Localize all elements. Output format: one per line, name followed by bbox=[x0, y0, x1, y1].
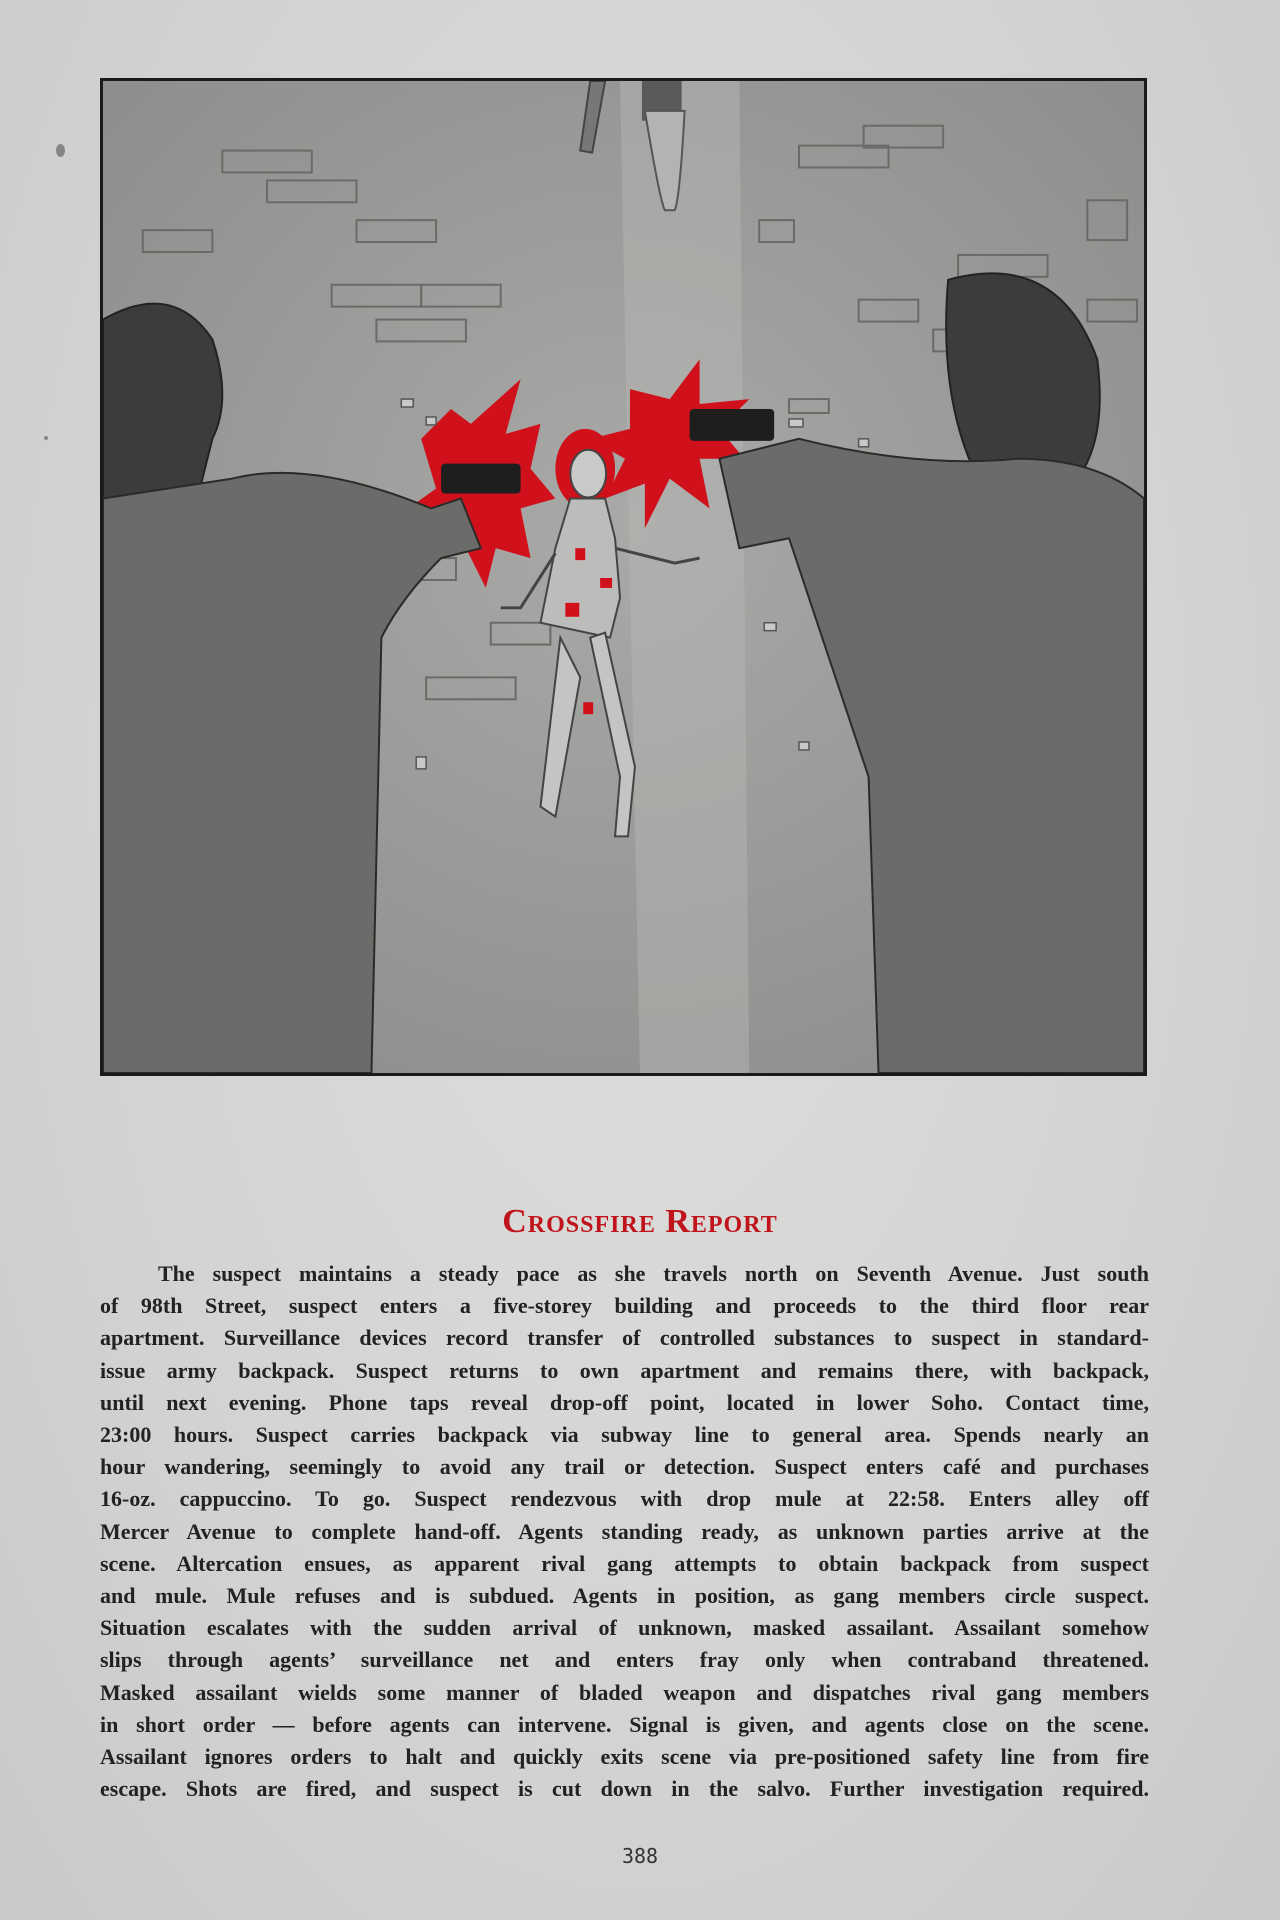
report-line: of 98th Street, suspect enters a five-storey building and proceeds to the third floor rear bbox=[100, 1293, 1149, 1319]
report-line: Masked assailant wields some manner of bladed weapon and dispatches rival gang members bbox=[100, 1679, 1149, 1705]
report-body bbox=[100, 1258, 1149, 1805]
report-line: in short order — before agents can intervene. Signal is given, and agents close on the scene. bbox=[100, 1711, 1149, 1737]
crossfire-illustration bbox=[100, 78, 1147, 1076]
report-line: The suspect maintains a steady pace as she travels north on Seventh Avenue. Just south bbox=[158, 1261, 1149, 1286]
report-line: apartment. Surveillance devices record transfer of controlled substances to suspect in standard- bbox=[100, 1325, 1149, 1351]
ink-spot bbox=[56, 144, 65, 157]
page-number: 388 bbox=[621, 1844, 659, 1868]
ink-dot bbox=[44, 436, 48, 440]
report-line: Assailant ignores orders to halt and quickly exits scene via pre-positioned safety line from fire bbox=[100, 1744, 1149, 1770]
report-line: escape. Shots are fired, and suspect is cut down in the salvo. Further investigation required. bbox=[100, 1776, 1149, 1802]
report-line: Mercer Avenue to complete hand-off. Agents standing ready, as unknown parties arrive at the bbox=[100, 1518, 1149, 1544]
report-line: and mule. Mule refuses and is subdued. Agents in position, as gang members circle suspect. bbox=[100, 1583, 1149, 1609]
report-line: hour wandering, seemingly to avoid any trail or detection. Suspect enters café and purchases bbox=[100, 1454, 1149, 1480]
report-line: until next evening. Phone taps reveal drop-off point, located in lower Soho. Contact time, bbox=[100, 1389, 1149, 1415]
gun-left bbox=[441, 464, 521, 494]
gun-right bbox=[690, 409, 775, 441]
report-title: Crossfire Report bbox=[502, 1203, 778, 1240]
report-line: issue army backpack. Suspect returns to own apartment and remains there, with backpack, bbox=[100, 1357, 1149, 1383]
illustration-svg bbox=[103, 81, 1144, 1073]
report-line: 23:00 hours. Suspect carries backpack via subway line to general area. Spends nearly an bbox=[100, 1422, 1149, 1448]
report-line: slips through agents’ surveillance net and enters fray only when contraband threatened. bbox=[100, 1647, 1149, 1673]
report-line: scene. Altercation ensues, as apparent rival gang attempts to obtain backpack from suspect bbox=[100, 1550, 1149, 1576]
report-line: Situation escalates with the sudden arrival of unknown, masked assailant. Assailant somehow bbox=[100, 1615, 1149, 1641]
report-line: 16-oz. cappuccino. To go. Suspect rendezvous with drop mule at 22:58. Enters alley off bbox=[100, 1486, 1149, 1512]
